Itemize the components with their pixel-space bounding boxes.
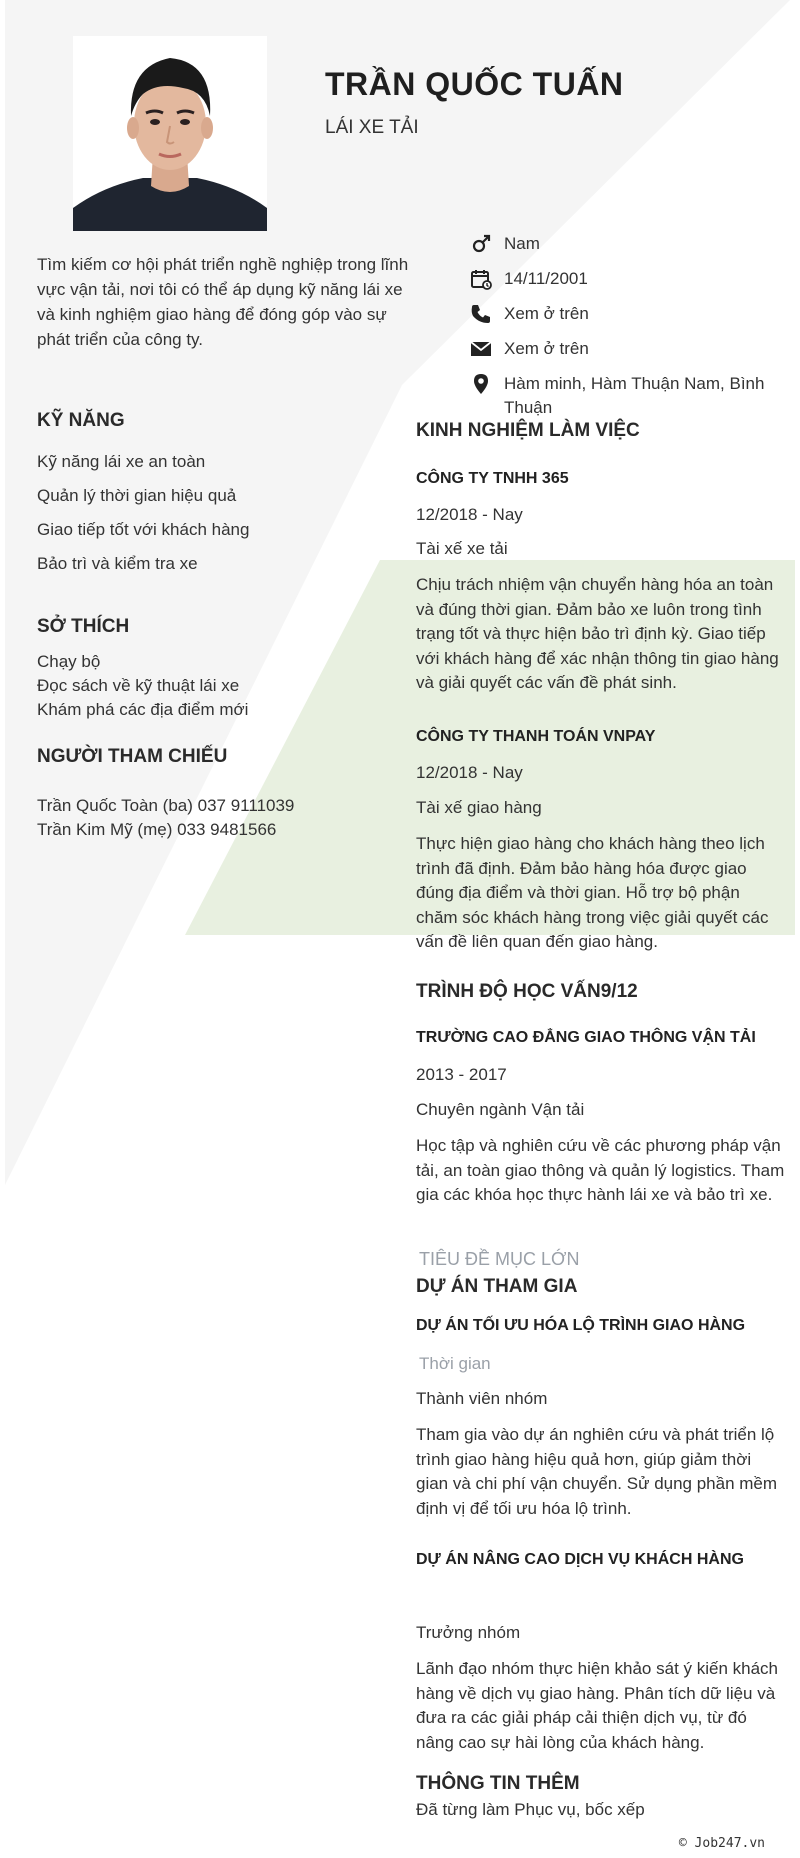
skills-list xyxy=(37,445,249,581)
experience-description: Thực hiện giao hàng cho khách hàng theo lịch trình đã định. Đảm bảo hàng hóa được giao đúng địa điểm và thời gian. Hỗ trợ bộ phận chăm sóc khách hàng trong việc giải quyết các vấn đề liên quan đến giao hàng. xyxy=(416,834,769,951)
reference-item: Trần Kim Mỹ (mẹ) 033 9481566 xyxy=(37,820,277,839)
references-list xyxy=(37,794,294,842)
experience-role: Tài xế xe tải xyxy=(416,539,508,558)
job-title: LÁI XE TẢI xyxy=(325,117,419,138)
project-time: Thời gian xyxy=(419,1354,491,1373)
section-placeholder-title: TIÊU ĐỀ MỤC LỚN xyxy=(419,1249,580,1269)
additional-info-text: Đã từng làm Phục vụ, bốc xếp xyxy=(416,1800,645,1819)
experience-company: CÔNG TY TNHH 365 xyxy=(416,470,569,487)
references-title: NGƯỜI THAM CHIẾU xyxy=(37,746,228,767)
reference-item: Trần Quốc Toàn (ba) 037 9111039 xyxy=(37,796,295,815)
candidate-name: TRẦN QUỐC TUẤN xyxy=(325,66,624,102)
footer-watermark: © Job247.vn xyxy=(678,1836,765,1851)
project-description: Lãnh đạo nhóm thực hiện khảo sát ý kiến khách hàng về dịch vụ giao hàng. Phân tích dữ liệu và đưa ra các giải pháp cải thiện dịch vụ, từ đó nâng cao sự hài lòng của khách hàng. xyxy=(416,1659,779,1752)
project-role: Trưởng nhóm xyxy=(416,1623,521,1642)
projects-title: DỰ ÁN THAM GIA xyxy=(416,1276,578,1297)
contact-info xyxy=(470,232,770,431)
project-name: DỰ ÁN TỐI ƯU HÓA LỘ TRÌNH GIAO HÀNG xyxy=(416,1317,746,1334)
contact-address xyxy=(470,372,770,420)
project-name: DỰ ÁN NÂNG CAO DỊCH VỤ KHÁCH HÀNG xyxy=(416,1551,744,1568)
phone-icon xyxy=(470,303,492,325)
person-portrait-icon xyxy=(73,36,267,231)
skill-item: Kỹ năng lái xe an toàn xyxy=(37,452,206,471)
avatar xyxy=(73,36,267,231)
contact-email xyxy=(470,337,770,361)
envelope-icon xyxy=(470,338,492,360)
address-value: Hàm minh, Hàm Thuận Nam, Bình Thuận xyxy=(504,374,765,417)
additional-info-title: THÔNG TIN THÊM xyxy=(416,1773,580,1794)
calendar-icon xyxy=(470,268,492,290)
education-school: TRƯỜNG CAO ĐẲNG GIAO THÔNG VẬN TẢI xyxy=(416,1029,756,1046)
skill-item: Bảo trì và kiểm tra xe xyxy=(37,554,198,573)
experience-role: Tài xế giao hàng xyxy=(416,798,542,817)
experience-date: 12/2018 - Nay xyxy=(416,505,523,524)
hobby-item: Đọc sách về kỹ thuật lái xe xyxy=(37,676,240,695)
hobby-item: Chạy bộ xyxy=(37,652,101,671)
education-major: Chuyên ngành Vận tải xyxy=(416,1100,585,1119)
contact-dob xyxy=(470,267,770,291)
education-title: TRÌNH ĐỘ HỌC VẤN9/12 xyxy=(416,981,638,1002)
skill-item: Quản lý thời gian hiệu quả xyxy=(37,486,237,505)
gender-value: Nam xyxy=(504,234,540,253)
project-description: Tham gia vào dự án nghiên cứu và phát triển lộ trình giao hàng hiệu quả hơn, giúp giảm thời gian và chi phí vận chuyển. Sử dụng phần mềm định vị để tối ưu hóa lộ trình. xyxy=(416,1425,778,1518)
skills-title: KỸ NĂNG xyxy=(37,410,125,431)
experience-date: 12/2018 - Nay xyxy=(416,763,523,782)
email-value: Xem ở trên xyxy=(504,339,589,358)
hobbies-title: SỞ THÍCH xyxy=(37,616,130,637)
project-role: Thành viên nhóm xyxy=(416,1389,548,1408)
contact-gender xyxy=(470,232,770,256)
hobbies-list xyxy=(37,650,248,722)
experience-company: CÔNG TY THANH TOÁN VNPAY xyxy=(416,728,656,745)
education-description: Học tập và nghiên cứu về các phương pháp vận tải, an toàn giao thông và quản lý logistics. Tham gia các khóa học thực hành lái xe và bảo trì xe. xyxy=(416,1136,785,1204)
career-objective: Tìm kiếm cơ hội phát triển nghề nghiệp trong lĩnh vực vận tải, nơi tôi có thể áp dụng kỹ năng lái xe và kinh nghiệm giao hàng để đóng góp vào sự phát triển của công ty. xyxy=(37,255,409,349)
skill-item: Giao tiếp tốt với khách hàng xyxy=(37,520,250,539)
gender-icon xyxy=(470,233,492,255)
dob-value: 14/11/2001 xyxy=(504,269,588,288)
experience-description: Chịu trách nhiệm vận chuyển hàng hóa an toàn và đúng thời gian. Đảm bảo xe luôn trong tình trạng tốt và thực hiện bảo trì định kỳ. Giao tiếp với khách hàng để xác nhận thông tin giao hàng và giải quyết các vấn đề phát sinh. xyxy=(416,575,779,692)
phone-value: Xem ở trên xyxy=(504,304,589,323)
education-date: 2013 - 2017 xyxy=(416,1065,507,1084)
hobby-item: Khám phá các địa điểm mới xyxy=(37,700,249,719)
contact-phone xyxy=(470,302,770,326)
location-pin-icon xyxy=(470,373,492,395)
experience-title: KINH NGHIỆM LÀM VIỆC xyxy=(416,420,640,441)
